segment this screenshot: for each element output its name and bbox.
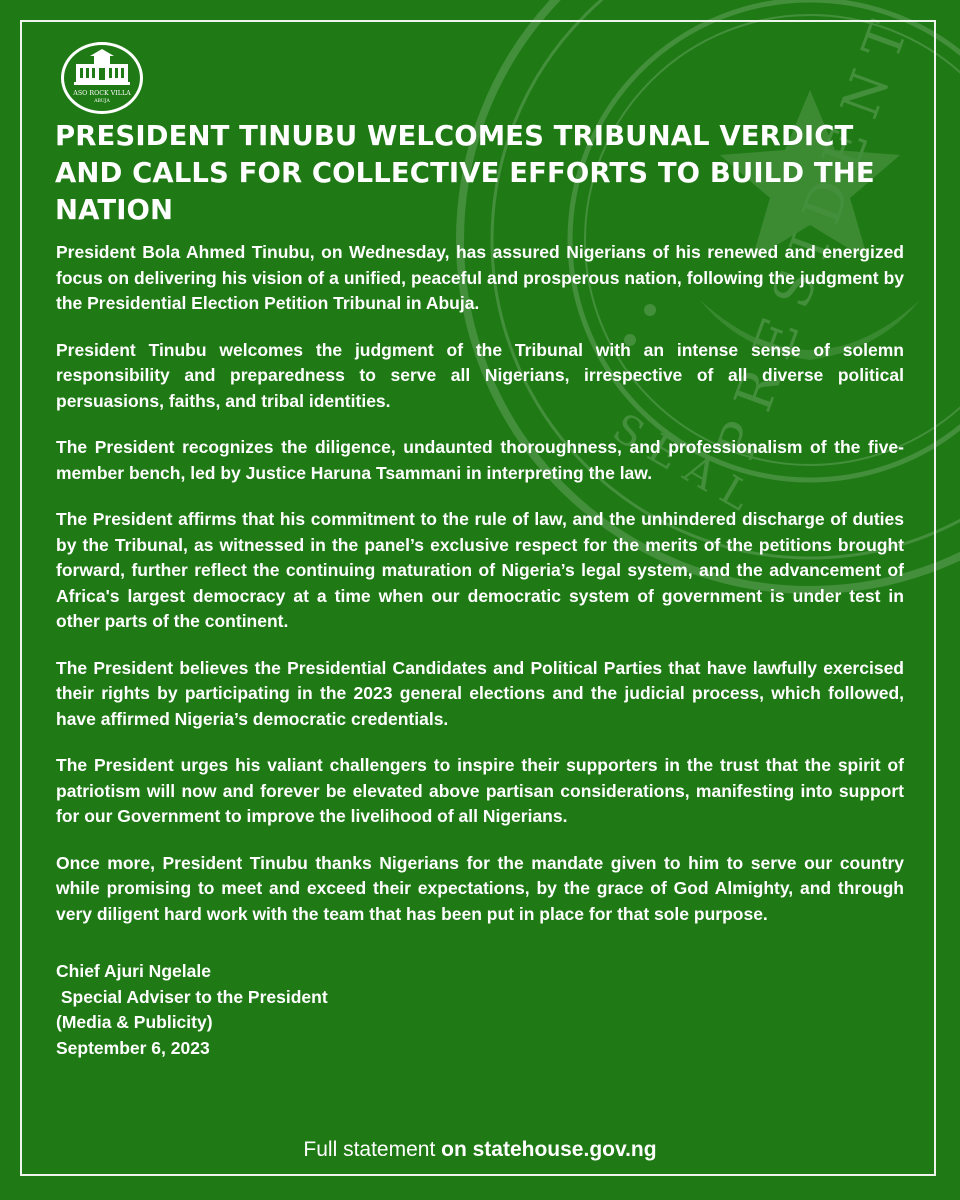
paragraph: President Bola Ahmed Tinubu, on Wednesday, has assured Nigerians of his renewed and energized focus on delivering his vision of a unified, peaceful and prosperous nation, following the judgment by the Presidential Election Petition Tribunal in Abuja. [56, 242, 904, 313]
paragraph: President Tinubu welcomes the judgment of the Tribunal with an intense sense of solemn responsibility and preparedness to serve all Nigerians, irrespective of all diverse political persuasions, faiths, and tribal identities. [56, 339, 904, 411]
svg-text:S E A L: S E A L [604, 405, 759, 521]
paragraph: The President urges his valiant challengers to inspire their supporters in the trust that the spirit of patriotism will now and forever be elevated above partisan considerations, manifesting into support for our Government to improve the livelihood of all Nigerians. [56, 755, 904, 826]
svg-text:P R E S I D E N T: P R E S I D E N T [705, 14, 920, 468]
paragraph: Once more, President Tinubu thanks Nigerians for the mandate given to him to serve our country while promising to meet and exceed their expectations, by the grace of God Almighty, and through very diligent hard work with the team that has been put in place for that sole purpose. [56, 852, 904, 924]
signatory-name: Chief Ajuri Ngelale [56, 961, 211, 981]
footer [0, 1137, 960, 1163]
statehouse-link[interactable]: on statehouse.gov.ng [441, 1138, 657, 1161]
paragraph: The President believes the Presidential Candidates and Political Parties that have lawfully exercised their rights by participating in the 2023 general elections and the judicial process, which followed, have affirmed Nigeria’s democratic credentials. [56, 657, 904, 729]
headline: PRESIDENT TINUBU WELCOMES TRIBUNAL VERDICT AND CALLS FOR COLLECTIVE EFFORTS TO BUILD THE NATION [55, 120, 875, 226]
statement-date: September 6, 2023 [56, 1037, 210, 1058]
signatory-office: (Media & Publicity) [56, 1012, 213, 1032]
signatory-title: Special Adviser to the President [56, 986, 328, 1007]
footer-prefix: Full statement [303, 1138, 442, 1161]
paragraph: The President recognizes the diligence, undaunted thoroughness, and professionalism of the five-member bench, led by Justice Haruna Tsammani in interpreting the law. [56, 437, 904, 483]
paragraph: The President affirms that his commitment to the rule of law, and the unhindered discharge of duties by the Tribunal, as witnessed in the panel’s exclusive respect for the merits of the petitions brought forward, further reflect the continuing maturation of Nigeria’s legal system, and the advancement of Africa's largest democracy at a time when our democratic system of government is under test in other parts of the continent. [56, 509, 904, 631]
signature-block [56, 959, 328, 1061]
statement-body [56, 240, 904, 948]
logo-name: ASO ROCK VILLA [73, 90, 131, 97]
logo-subtitle: ABUJA [94, 99, 110, 104]
aso-rock-villa-logo [60, 40, 144, 116]
